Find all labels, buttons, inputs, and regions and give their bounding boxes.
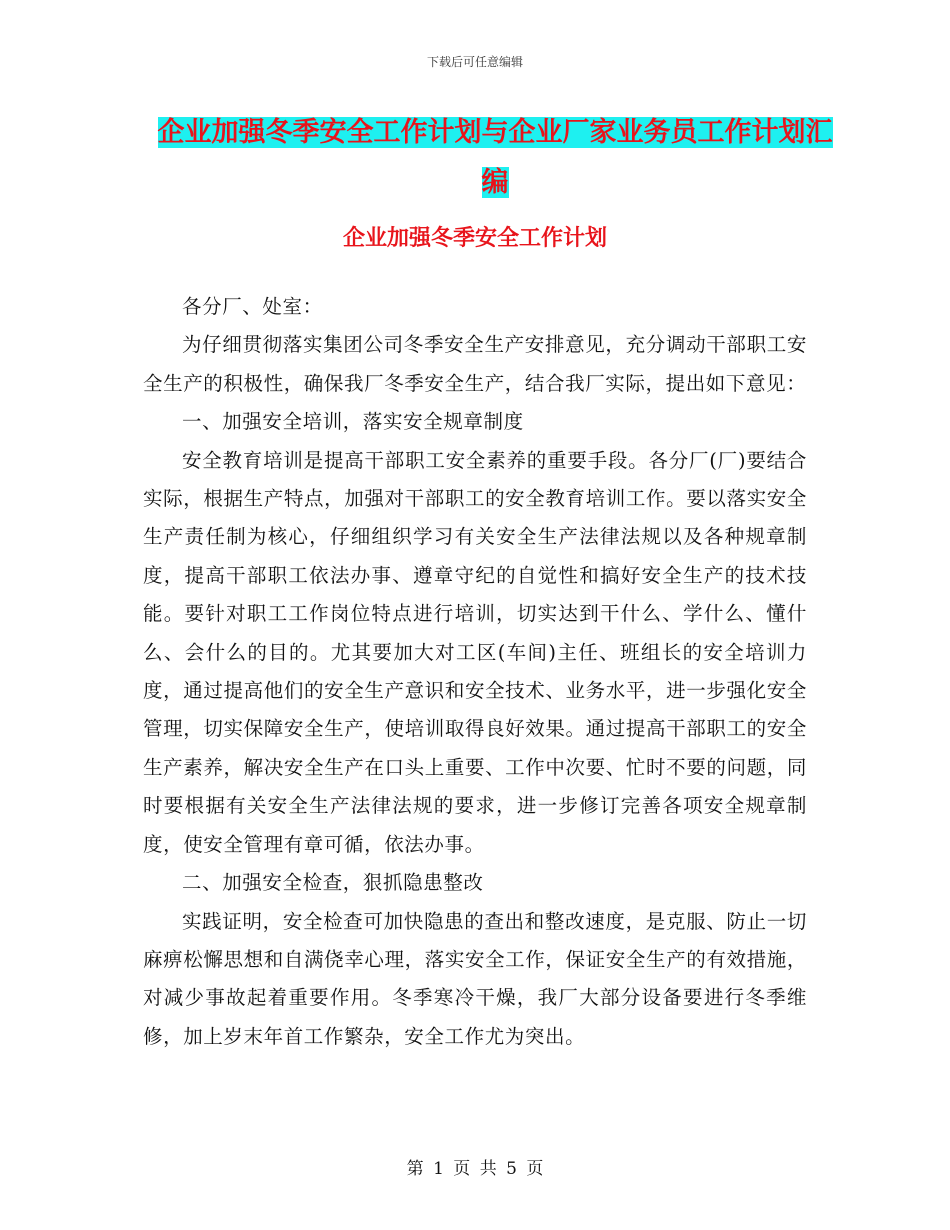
intro-paragraph: 为仔细贯彻落实集团公司冬季安全生产安排意见，充分调动干部职工安全生产的积极性，确保我厂冬季安全生产，结合我厂实际，提出如下意见： — [143, 333, 807, 395]
body-paragraph: 实践证明，安全检查可加快隐患的查出和整改速度，是克服、防止一切麻痹松懈思想和自满侥幸心理，落实安全工作，保证安全生产的有效措施，对减少事故起着重要作用。冬季寒冷干燥，我厂大部分设备要进行冬季维修，加上岁末年首工作繁杂，安全工作尤为突出。 — [143, 909, 807, 1048]
heading-one: 一、加强安全培训，落实安全规章制度 — [182, 410, 524, 434]
document-body — [143, 288, 807, 1056]
heading-two: 二、加强安全检查，狠抓隐患整改 — [182, 871, 484, 895]
section-title: 企业加强冬季安全工作计划 — [342, 226, 607, 251]
body-paragraph: 安全教育培训是提高干部职工安全素养的重要手段。各分厂(厂)要结合实际，根据生产特点，加强对干部职工的安全教育培训工作。要以落实安全生产责任制为核心，仔细组织学习有关安全生产法律法规以及各种规章制度，提高干部职工依法办事、遵章守纪的自觉性和搞好安全生产的技术技能。要针对职工工作岗位特点进行培训，切实达到干什么、学什么、懂什么、会什么的目的。尤其要加大对工区(车间)主任、班组长的安全培训力度，通过提高他们的安全生产意识和安全技术、业务水平，进一步强化安全管理，切实保障安全生产，使培训取得良好效果。通过提高干部职工的安全生产素养，解决安全生产在口头上重要、工作中次要、忙时不要的问题，同时要根据有关安全生产法律法规的要求，进一步修订完善各项安全规章制度，使安全管理有章可循，依法办事。 — [143, 448, 807, 856]
document-title-text: 企业加强冬季安全工作计划与企业厂家业务员工作计划汇编 — [157, 117, 833, 198]
header-note: 下载后可任意编辑 — [426, 55, 523, 69]
salutation: 各分厂、处室： — [182, 295, 323, 318]
document-title — [150, 108, 840, 208]
page-number: 第 1 页 共 5 页 — [406, 1159, 544, 1179]
